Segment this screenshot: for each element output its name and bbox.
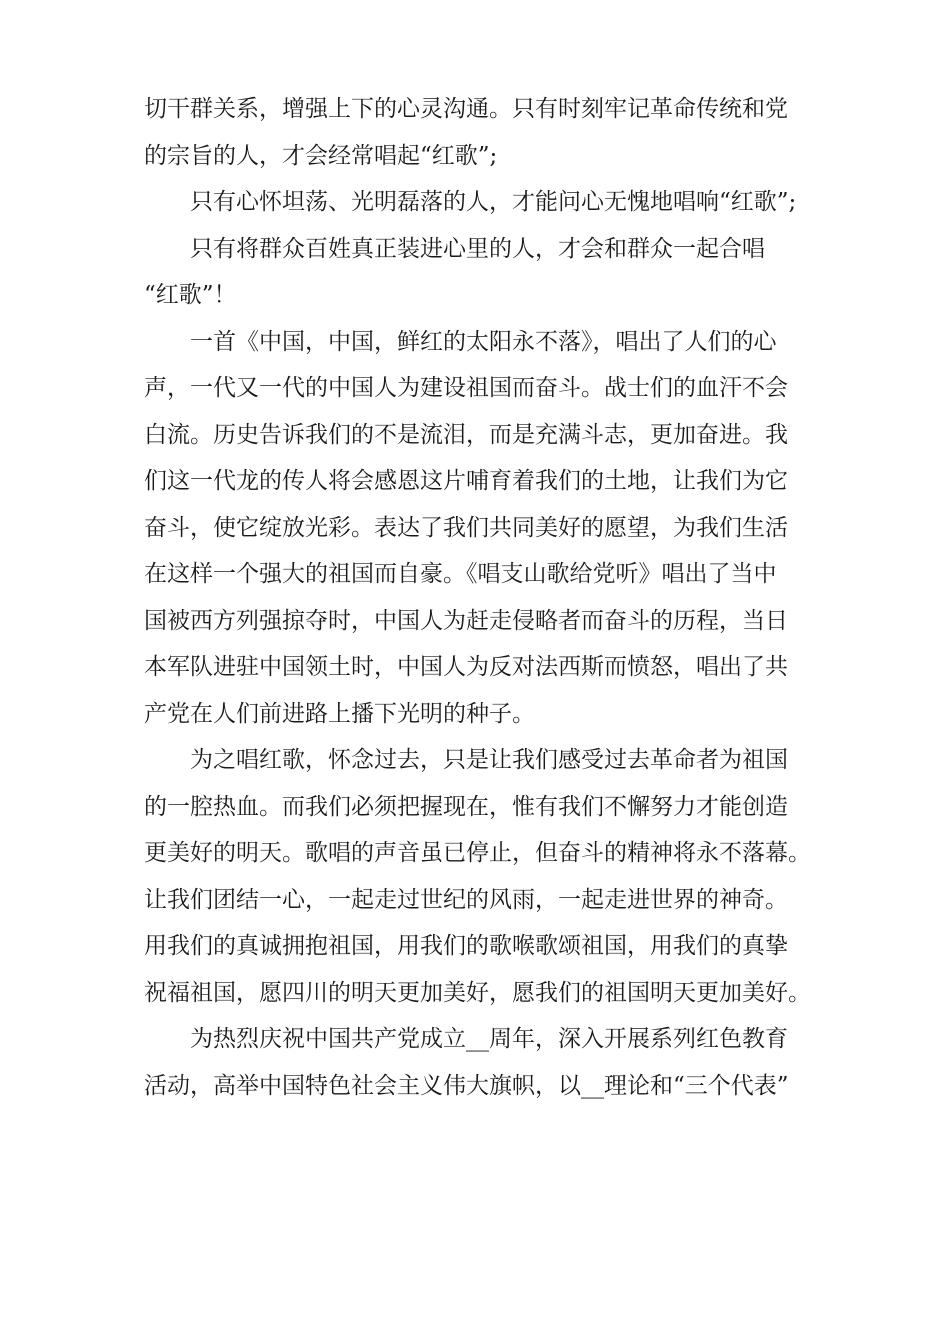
- text-line: 只有将群众百姓真正装进心里的人，才会和群众一起合唱: [190, 235, 765, 262]
- text-line: 为热烈庆祝中国共产党成立__周年，深入开展系列红色教育: [190, 1026, 788, 1052]
- paragraph-3: [144, 226, 810, 319]
- text-line: 奋斗，使它绽放光彩。表达了我们共同美好的愿望，为我们生活: [144, 514, 788, 541]
- text-line: 只有心怀坦荡、光明磊落的人，才能问心无愧地唱响“红歌”;: [190, 189, 797, 215]
- text-line: 的宗旨的人，才会经常唱起“红歌”;: [144, 142, 498, 169]
- text-line: 一首《中国，中国，鲜红的太阳永不落》，唱出了人们的心: [190, 328, 777, 355]
- text-line: 在这样一个强大的祖国而自豪。《唱支山歌给党听》唱出了当中: [144, 561, 777, 587]
- paragraph-5: [144, 737, 810, 1016]
- text-line: 本军队进驻中国领土时，中国人为反对法西斯而愤怒，唱出了共: [144, 654, 788, 680]
- paragraph-4: [144, 319, 810, 738]
- text-line: 的一腔热血。而我们必须把握现在，惟有我们不懈努力才能创造: [144, 793, 788, 820]
- text-line: 白流。历史告诉我们的不是流泪，而是充满斗志，更加奋进。我: [144, 421, 788, 448]
- text-line: 用我们的真诚拥抱祖国，用我们的歌喉歌颂祖国，用我们的真挚: [144, 933, 788, 959]
- text-line: 国被西方列强掠夺时，中国人为赶走侵略者而奋斗的历程，当日: [144, 607, 788, 634]
- text-line: 产党在人们前进路上播下光明的种子。: [144, 700, 535, 727]
- text-line: 们这一代龙的传人将会感恩这片哺育着我们的土地，让我们为它: [144, 468, 788, 494]
- text-line: 祝福祖国，愿四川的明天更加美好，愿我们的祖国明天更加美好。: [144, 979, 811, 1006]
- text-line: 活动，高举中国特色社会主义伟大旗帜，以__理论和“三个代表”: [144, 1072, 789, 1099]
- text-line: 更美好的明天。歌唱的声音虽已停止，但奋斗的精神将永不落幕。: [144, 840, 811, 866]
- paragraph-6: [144, 1016, 810, 1109]
- paragraph-1: [144, 86, 810, 179]
- text-line: “红歌”！: [144, 282, 237, 308]
- paragraph-2: [144, 179, 810, 226]
- text-line: 切干群关系，增强上下的心灵沟通。只有时刻牢记革命传统和党: [144, 96, 788, 122]
- text-line: 为之唱红歌，怀念过去，只是让我们感受过去革命者为祖国: [190, 747, 788, 773]
- text-line: 声，一代又一代的中国人为建设祖国而奋斗。战士们的血汗不会: [144, 375, 788, 401]
- text-line: 让我们团结一心，一起走过世纪的风雨，一起走进世界的神奇。: [144, 886, 788, 913]
- document-body: [144, 86, 810, 1109]
